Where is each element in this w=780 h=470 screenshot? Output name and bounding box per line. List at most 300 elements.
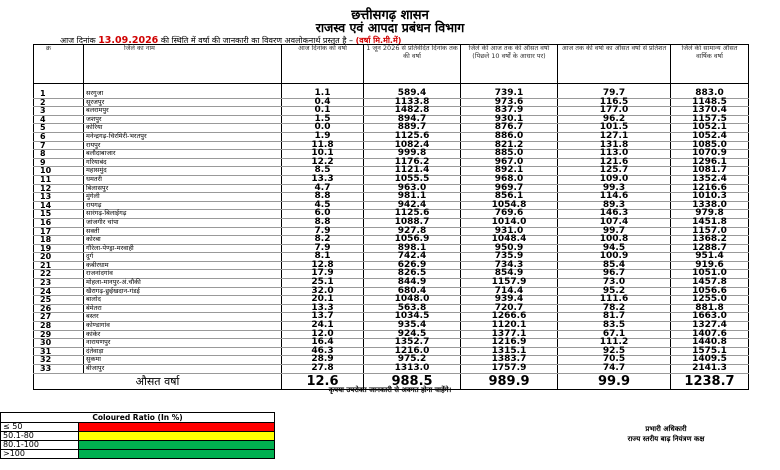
row-pct: 125.7 (558, 167, 671, 176)
row-today: 1.1 (282, 90, 364, 98)
row-sn: 29 (34, 330, 84, 339)
row-avg: 821.2 (461, 141, 558, 150)
row-avg: 973.6 (461, 98, 558, 107)
row-pct: 109.0 (558, 175, 671, 184)
row-today: 13.3 (282, 175, 364, 184)
row-district: बलौदाबाजार (84, 150, 282, 159)
row-avg: 720.7 (461, 304, 558, 313)
row-avg: 1216.9 (461, 339, 558, 348)
row-sn: 24 (34, 287, 84, 296)
row-annual: 881.8 (671, 304, 749, 313)
row-annual: 1157.0 (671, 227, 749, 236)
row-since: 898.1 (364, 244, 461, 253)
row-avg: 939.4 (461, 296, 558, 305)
row-annual: 1409.5 (671, 356, 749, 365)
row-today: 11.8 (282, 141, 364, 150)
row-today: 32.0 (282, 287, 364, 296)
row-pct: 81.7 (558, 313, 671, 322)
row-annual: 1368.2 (671, 236, 749, 245)
row-sn: 20 (34, 253, 84, 262)
row-annual: 1157.5 (671, 115, 749, 124)
row-sn: 6 (34, 132, 84, 141)
row-since: 589.4 (364, 90, 461, 98)
row-avg: 968.0 (461, 175, 558, 184)
legend-swatch (79, 450, 275, 459)
row-avg: 734.3 (461, 261, 558, 270)
row-district: बीजापुर (84, 365, 282, 374)
row-pct: 96.2 (558, 115, 671, 124)
average-pct: 99.9 (558, 373, 671, 389)
row-district: राजनांदगांव (84, 270, 282, 279)
row-today: 8.8 (282, 193, 364, 202)
col-header-pct: आज तक की वर्षा का औसत वर्षा से प्रतिशत (558, 45, 671, 84)
row-avg: 886.0 (461, 132, 558, 141)
row-since: 680.4 (364, 287, 461, 296)
row-since: 894.7 (364, 115, 461, 124)
row-pct: 107.4 (558, 218, 671, 227)
table-row (34, 330, 749, 339)
row-today: 0.0 (282, 124, 364, 133)
row-avg: 1383.7 (461, 356, 558, 365)
row-today: 13.3 (282, 304, 364, 313)
subline-suffix: की स्थिति में वर्षा की जानकारी का विवरण अवलोकनार्थ प्रस्तुत है – (160, 36, 354, 45)
row-since: 1034.5 (364, 313, 461, 322)
row-district: रायपुर (84, 141, 282, 150)
row-pct: 111.2 (558, 339, 671, 348)
row-district: कोरबा (84, 236, 282, 245)
row-today: 8.2 (282, 236, 364, 245)
row-since: 1176.2 (364, 158, 461, 167)
signature-title: प्रभारी अधिकारी (645, 425, 687, 433)
table-row (34, 90, 749, 98)
row-today: 7.9 (282, 244, 364, 253)
row-annual: 1352.4 (671, 175, 749, 184)
row-since: 975.2 (364, 356, 461, 365)
row-since: 963.0 (364, 184, 461, 193)
row-pct: 114.6 (558, 193, 671, 202)
table-row (34, 287, 749, 296)
row-annual: 1407.6 (671, 330, 749, 339)
row-pct: 101.5 (558, 124, 671, 133)
row-since: 999.8 (364, 150, 461, 159)
row-district: गौरेला-पेण्ड्रा-मरवाही (84, 244, 282, 253)
row-today: 12.0 (282, 330, 364, 339)
table-row (34, 141, 749, 150)
row-pct: 94.5 (558, 244, 671, 253)
table-row (34, 98, 749, 107)
row-since: 924.5 (364, 330, 461, 339)
legend-label: 80.1-100 (1, 441, 79, 450)
table-row (34, 132, 749, 141)
row-pct: 92.5 (558, 347, 671, 356)
row-district: बलरामपुर (84, 107, 282, 116)
table-row (34, 253, 749, 262)
row-sn: 27 (34, 313, 84, 322)
subline-prefix: आज दिनांक (60, 36, 96, 45)
table-row (34, 150, 749, 159)
row-avg: 1014.0 (461, 218, 558, 227)
row-since: 1121.4 (364, 167, 461, 176)
row-since: 626.9 (364, 261, 461, 270)
row-since: 1125.6 (364, 210, 461, 219)
legend-title: Coloured Ratio (In %) (1, 413, 275, 423)
row-pct: 74.7 (558, 365, 671, 374)
table-row (34, 218, 749, 227)
average-label: औसत वर्षा (34, 373, 282, 389)
row-sn: 10 (34, 167, 84, 176)
row-district: सारंगढ़-बिलाईगढ़ (84, 210, 282, 219)
row-avg: 714.4 (461, 287, 558, 296)
row-avg: 837.9 (461, 107, 558, 116)
row-avg: 967.0 (461, 158, 558, 167)
row-sn: 7 (34, 141, 84, 150)
row-today: 0.4 (282, 98, 364, 107)
row-today: 27.8 (282, 365, 364, 374)
row-annual: 1070.9 (671, 150, 749, 159)
report-date: 13.09.2026 (98, 35, 159, 46)
row-annual: 2141.3 (671, 365, 749, 374)
table-row (34, 339, 749, 348)
row-pct: 83.5 (558, 322, 671, 331)
row-avg: 739.1 (461, 90, 558, 98)
table-row (34, 210, 749, 219)
row-today: 6.0 (282, 210, 364, 219)
row-pct: 146.3 (558, 210, 671, 219)
table-row (34, 158, 749, 167)
row-district: सरगुजा (84, 90, 282, 98)
row-today: 1.9 (282, 132, 364, 141)
row-sn: 13 (34, 193, 84, 202)
row-avg: 969.7 (461, 184, 558, 193)
row-sn: 32 (34, 356, 84, 365)
row-today: 0.1 (282, 107, 364, 116)
table-row (34, 347, 749, 356)
row-district: कांकेर (84, 330, 282, 339)
row-district: बस्तर (84, 313, 282, 322)
row-pct: 99.7 (558, 227, 671, 236)
row-pct: 67.1 (558, 330, 671, 339)
row-since: 1482.8 (364, 107, 461, 116)
row-sn: 2 (34, 98, 84, 107)
row-avg: 1048.4 (461, 236, 558, 245)
colour-legend (0, 412, 275, 459)
row-sn: 5 (34, 124, 84, 133)
row-since: 1056.9 (364, 236, 461, 245)
table-row (34, 227, 749, 236)
average-avg: 989.9 (461, 373, 558, 389)
row-since: 844.9 (364, 279, 461, 288)
row-sn: 4 (34, 115, 84, 124)
row-annual: 1457.8 (671, 279, 749, 288)
legend-label: 50.1-80 (1, 432, 79, 441)
table-row (34, 115, 749, 124)
row-annual: 883.0 (671, 90, 749, 98)
row-district: रायगढ़ (84, 201, 282, 210)
row-today: 8.1 (282, 253, 364, 262)
table-row (34, 107, 749, 116)
row-sn: 22 (34, 270, 84, 279)
row-pct: 100.9 (558, 253, 671, 262)
row-today: 16.4 (282, 339, 364, 348)
row-district: सुकमा (84, 356, 282, 365)
row-since: 742.4 (364, 253, 461, 262)
signature-office: राज्य स्तरीय बाढ़ नियंत्रण कक्ष (627, 435, 705, 443)
row-district: मनेन्द्रगढ़-चिरमिरी-भरतपुर (84, 132, 282, 141)
row-pct: 100.8 (558, 236, 671, 245)
row-avg: 1757.9 (461, 365, 558, 374)
row-district: सक्ती (84, 227, 282, 236)
table-row (34, 365, 749, 374)
row-annual: 979.8 (671, 210, 749, 219)
row-avg: 892.1 (461, 167, 558, 176)
row-sn: 30 (34, 339, 84, 348)
row-today: 8.8 (282, 218, 364, 227)
row-sn: 15 (34, 210, 84, 219)
row-sn: 19 (34, 244, 84, 253)
row-annual: 1288.7 (671, 244, 749, 253)
row-since: 1125.6 (364, 132, 461, 141)
table-row (34, 236, 749, 245)
row-annual: 1327.4 (671, 322, 749, 331)
row-since: 889.7 (364, 124, 461, 133)
row-avg: 1120.1 (461, 322, 558, 331)
row-annual: 1052.1 (671, 124, 749, 133)
row-today: 4.7 (282, 184, 364, 193)
row-today: 12.2 (282, 158, 364, 167)
row-today: 24.1 (282, 322, 364, 331)
row-avg: 885.0 (461, 150, 558, 159)
row-pct: 131.8 (558, 141, 671, 150)
legend-row (1, 432, 275, 441)
row-annual: 1085.0 (671, 141, 749, 150)
row-pct: 95.2 (558, 287, 671, 296)
row-district: खैरागढ़-छुईखदान-गंडई (84, 287, 282, 296)
row-since: 1216.0 (364, 347, 461, 356)
row-district: कोरिया (84, 124, 282, 133)
legend-row (1, 450, 275, 459)
row-sn: 33 (34, 365, 84, 374)
row-annual: 1056.6 (671, 287, 749, 296)
row-sn: 3 (34, 107, 84, 116)
row-avg: 1157.9 (461, 279, 558, 288)
row-annual: 1338.0 (671, 201, 749, 210)
row-district: दुर्ग (84, 253, 282, 262)
average-since: 988.5 (364, 373, 461, 389)
row-today: 4.5 (282, 201, 364, 210)
row-pct: 177.0 (558, 107, 671, 116)
row-since: 1313.0 (364, 365, 461, 374)
row-today: 20.1 (282, 296, 364, 305)
average-today: 12.6 (282, 373, 364, 389)
row-annual: 1663.0 (671, 313, 749, 322)
row-district: कबीरधाम (84, 261, 282, 270)
row-today: 7.9 (282, 227, 364, 236)
table-body (34, 90, 749, 373)
row-district: जशपुर (84, 115, 282, 124)
row-today: 13.7 (282, 313, 364, 322)
row-today: 10.1 (282, 150, 364, 159)
row-district: दंतेवाड़ा (84, 347, 282, 356)
department-title: राजस्व एवं आपदा प्रबंधन विभाग (315, 20, 465, 35)
row-district: नारायणपुर (84, 339, 282, 348)
row-pct: 111.6 (558, 296, 671, 305)
col-header-district: जिले का नाम (84, 45, 282, 84)
row-sn: 12 (34, 184, 84, 193)
row-annual: 1370.4 (671, 107, 749, 116)
row-pct: 85.4 (558, 261, 671, 270)
row-pct: 113.0 (558, 150, 671, 159)
table-header-row (34, 45, 749, 84)
legend-label: >100 (1, 450, 79, 459)
legend-swatch (79, 432, 275, 441)
row-sn: 1 (34, 90, 84, 98)
table-row (34, 304, 749, 313)
table-row (34, 175, 749, 184)
col-header-since: 1 जून 2026 से प्रतिवेदित दिनांक तक की वर्षा (364, 45, 461, 84)
row-sn: 16 (34, 218, 84, 227)
table-row (34, 184, 749, 193)
legend-swatch (79, 441, 275, 450)
row-today: 12.8 (282, 261, 364, 270)
legend-swatch (79, 423, 275, 432)
row-annual: 919.6 (671, 261, 749, 270)
table-row (34, 322, 749, 331)
row-avg: 1266.6 (461, 313, 558, 322)
row-since: 1082.4 (364, 141, 461, 150)
row-district: बिलासपुर (84, 184, 282, 193)
row-sn: 21 (34, 261, 84, 270)
row-since: 927.8 (364, 227, 461, 236)
row-annual: 1216.6 (671, 184, 749, 193)
legend-row (1, 423, 275, 432)
row-annual: 1052.4 (671, 132, 749, 141)
row-annual: 1081.7 (671, 167, 749, 176)
row-since: 1048.0 (364, 296, 461, 305)
row-since: 935.4 (364, 322, 461, 331)
row-pct: 96.7 (558, 270, 671, 279)
col-header-today: आज दिनांक को वर्षा (282, 45, 364, 84)
row-annual: 1051.0 (671, 270, 749, 279)
row-since: 942.4 (364, 201, 461, 210)
row-annual: 1148.5 (671, 98, 749, 107)
table-row (34, 167, 749, 176)
row-pct: 127.1 (558, 132, 671, 141)
legend-label: ≤ 50 (1, 423, 79, 432)
row-sn: 31 (34, 347, 84, 356)
row-avg: 1377.1 (461, 330, 558, 339)
table-row (34, 261, 749, 270)
col-header-annual: जिले की सामान्य औसत वार्षिक वर्षा (671, 45, 749, 84)
row-today: 46.3 (282, 347, 364, 356)
table-row (34, 201, 749, 210)
row-district: गरियाबंद (84, 158, 282, 167)
row-pct: 116.5 (558, 98, 671, 107)
row-sn: 28 (34, 322, 84, 331)
row-avg: 769.6 (461, 210, 558, 219)
row-annual: 1440.8 (671, 339, 749, 348)
row-annual: 951.4 (671, 253, 749, 262)
row-district: सूरजपुर (84, 98, 282, 107)
row-pct: 89.3 (558, 201, 671, 210)
row-district: बेमेतरा (84, 304, 282, 313)
row-today: 17.9 (282, 270, 364, 279)
row-annual: 1451.8 (671, 218, 749, 227)
row-annual: 1255.0 (671, 296, 749, 305)
row-district: मोहला-मानपुर-अं.चौकी (84, 279, 282, 288)
row-pct: 79.7 (558, 90, 671, 98)
table-row (34, 313, 749, 322)
row-annual: 1010.3 (671, 193, 749, 202)
row-pct: 99.3 (558, 184, 671, 193)
row-since: 563.8 (364, 304, 461, 313)
row-since: 1055.5 (364, 175, 461, 184)
row-sn: 14 (34, 201, 84, 210)
row-avg: 735.9 (461, 253, 558, 262)
page-title: छत्तीसगढ़ शासन (351, 8, 429, 23)
row-pct: 73.0 (558, 279, 671, 288)
row-avg: 930.1 (461, 115, 558, 124)
footnote: कृपया उपरोक्त जानकारी से अवगत होना चाहेंगे। (328, 386, 452, 394)
row-since: 826.5 (364, 270, 461, 279)
table-row (34, 296, 749, 305)
row-district: मुंगेली (84, 193, 282, 202)
row-today: 25.1 (282, 279, 364, 288)
table-row (34, 356, 749, 365)
row-avg: 950.9 (461, 244, 558, 253)
row-avg: 854.9 (461, 270, 558, 279)
row-district: धमतरी (84, 175, 282, 184)
row-avg: 1315.1 (461, 347, 558, 356)
row-sn: 17 (34, 227, 84, 236)
row-district: बालोद (84, 296, 282, 305)
row-district: महासमुंद (84, 167, 282, 176)
row-pct: 78.2 (558, 304, 671, 313)
row-sn: 8 (34, 150, 84, 159)
row-pct: 70.5 (558, 356, 671, 365)
table-row (34, 279, 749, 288)
row-sn: 26 (34, 304, 84, 313)
col-header-sn: क्र (34, 45, 84, 84)
legend-row (1, 441, 275, 450)
row-sn: 23 (34, 279, 84, 288)
row-sn: 18 (34, 236, 84, 245)
row-today: 28.9 (282, 356, 364, 365)
row-avg: 856.1 (461, 193, 558, 202)
unit-label: (वर्षा मि.मी.में) (355, 36, 402, 45)
row-since: 1088.7 (364, 218, 461, 227)
row-district: जांजगीर चांपा (84, 218, 282, 227)
row-pct: 121.6 (558, 158, 671, 167)
row-annual: 1296.1 (671, 158, 749, 167)
row-district: कोण्डागांव (84, 322, 282, 331)
row-since: 981.1 (364, 193, 461, 202)
signature-block (596, 424, 736, 444)
rainfall-table (33, 44, 749, 390)
average-annual: 1238.7 (671, 373, 749, 389)
table-row (34, 244, 749, 253)
row-sn: 25 (34, 296, 84, 305)
row-sn: 9 (34, 158, 84, 167)
row-avg: 931.0 (461, 227, 558, 236)
col-header-avg: जिले की आज तक की औसत वर्षा (पिछले 10 वर्षों के आधार पर) (461, 45, 558, 84)
row-today: 8.5 (282, 167, 364, 176)
row-since: 1352.7 (364, 339, 461, 348)
row-avg: 876.7 (461, 124, 558, 133)
row-annual: 1575.1 (671, 347, 749, 356)
row-today: 1.5 (282, 115, 364, 124)
table-row (34, 193, 749, 202)
row-sn: 11 (34, 175, 84, 184)
